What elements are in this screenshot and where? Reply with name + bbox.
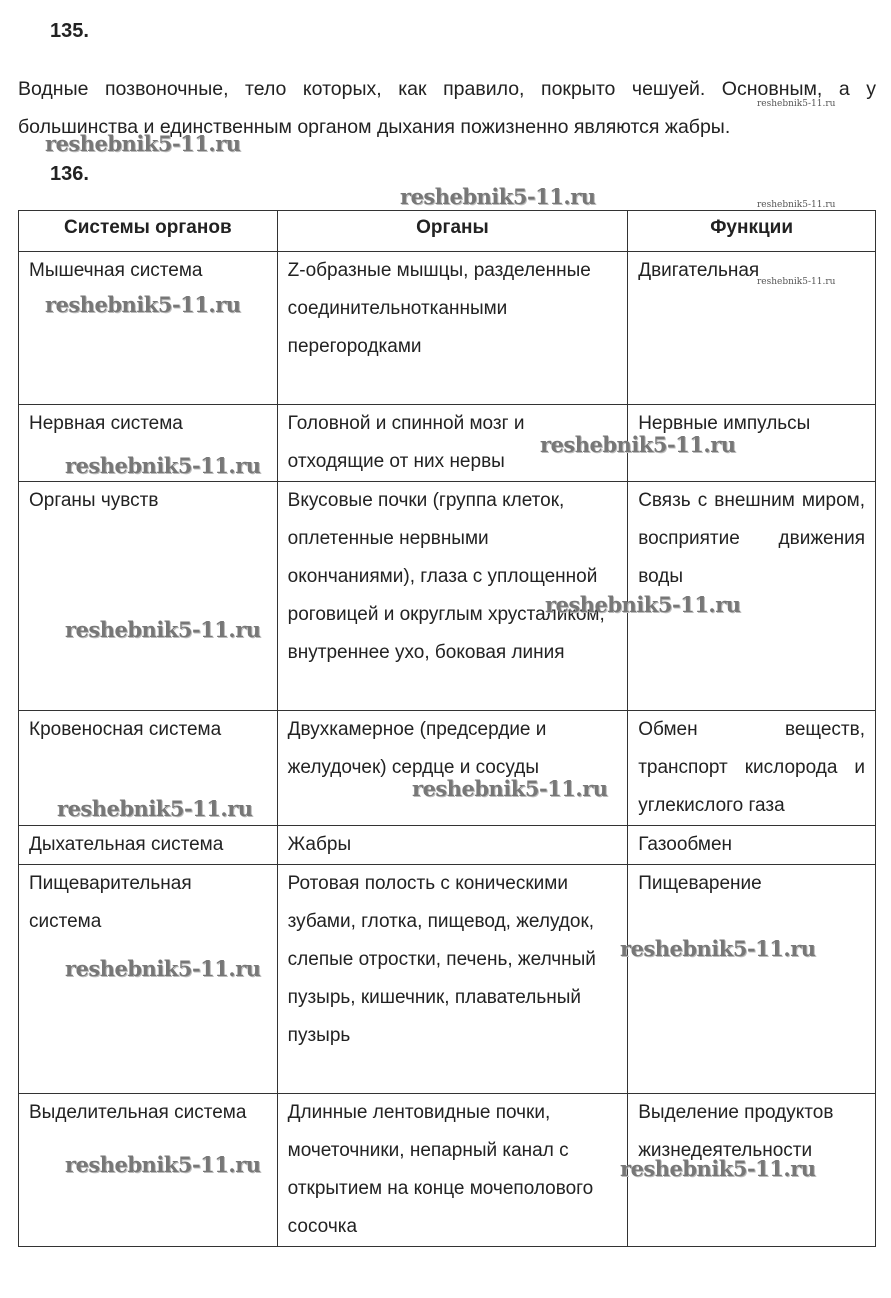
task-135-number: 135. bbox=[50, 20, 89, 42]
cell-function: Газообмен bbox=[628, 826, 876, 865]
table-row bbox=[19, 482, 876, 711]
organ-systems-table bbox=[18, 210, 876, 1247]
cell-system: Дыхательная система bbox=[19, 826, 278, 865]
watermark: reshebnik5-11.ru bbox=[400, 184, 596, 209]
cell-system: Мышечная система bbox=[19, 252, 278, 405]
table-header-row bbox=[19, 211, 876, 252]
cell-function: Обмен веществ, транспорт кислорода и углекислого газа bbox=[628, 711, 876, 826]
table-row bbox=[19, 252, 876, 405]
task-135-answer: Водные позвоночные, тело которых, как правило, покрыто чешуей. Основным, а у большинства и единственным органом дыхания пожизненно являются жабры. bbox=[18, 78, 876, 138]
cell-function: Выделение продуктов жизнедеятельности bbox=[628, 1094, 876, 1247]
watermark: reshebnik5-11.ru bbox=[65, 956, 261, 981]
watermark: reshebnik5-11.ru bbox=[757, 200, 836, 210]
watermark: reshebnik5-11.ru bbox=[412, 776, 608, 801]
watermark: reshebnik5-11.ru bbox=[65, 617, 261, 642]
watermark: reshebnik5-11.ru bbox=[540, 432, 736, 457]
watermark: reshebnik5-11.ru bbox=[57, 796, 253, 821]
cell-function: Связь с внешним миром, восприятие движения воды bbox=[628, 482, 876, 711]
watermark: reshebnik5-11.ru bbox=[45, 292, 241, 317]
cell-system: Кровеносная система bbox=[19, 711, 278, 826]
cell-organs: Ротовая полость с коническими зубами, глотка, пищевод, желудок, слепые отростки, печень, желчный пузырь, кишечник, плавательный пузырь bbox=[277, 865, 628, 1094]
cell-organs: Двухкамерное (предсердие и желудочек) сердце и сосуды bbox=[277, 711, 628, 826]
cell-organs: Z-образные мышцы, разделенные соединительнотканными перегородками bbox=[277, 252, 628, 405]
watermark: reshebnik5-11.ru bbox=[757, 277, 836, 287]
watermark: reshebnik5-11.ru bbox=[45, 131, 241, 156]
watermark: reshebnik5-11.ru bbox=[65, 1152, 261, 1177]
header-systems: Системы органов bbox=[19, 211, 278, 252]
watermark: reshebnik5-11.ru bbox=[65, 453, 261, 478]
cell-organs: Вкусовые почки (группа клеток, оплетенные нервными окончаниями), глаза с уплощенной роговицей и округлым хрусталиком, внутреннее ухо, боковая линия bbox=[277, 482, 628, 711]
header-functions: Функции bbox=[628, 211, 876, 252]
cell-function: Двигательная bbox=[628, 252, 876, 405]
table-row bbox=[19, 826, 876, 865]
cell-function: Нервные импульсы bbox=[628, 405, 876, 482]
cell-system: Органы чувств bbox=[19, 482, 278, 711]
header-organs: Органы bbox=[277, 211, 628, 252]
cell-organs: Жабры bbox=[277, 826, 628, 865]
cell-system: Пищеварительная система bbox=[19, 865, 278, 1094]
cell-organs: Длинные лентовидные почки, мочеточники, непарный канал с открытием на конце мочеполового сосочка bbox=[277, 1094, 628, 1247]
watermark: reshebnik5-11.ru bbox=[620, 1156, 816, 1181]
watermark: reshebnik5-11.ru bbox=[545, 592, 741, 617]
cell-organs: Головной и спинной мозг и отходящие от них нервы bbox=[277, 405, 628, 482]
cell-system: Нервная система bbox=[19, 405, 278, 482]
task-136-number: 136. bbox=[50, 163, 89, 185]
watermark: reshebnik5-11.ru bbox=[620, 936, 816, 961]
cell-function: Пищеварение bbox=[628, 865, 876, 1094]
cell-system: Выделительная система bbox=[19, 1094, 278, 1247]
watermark: reshebnik5-11.ru bbox=[757, 99, 836, 109]
